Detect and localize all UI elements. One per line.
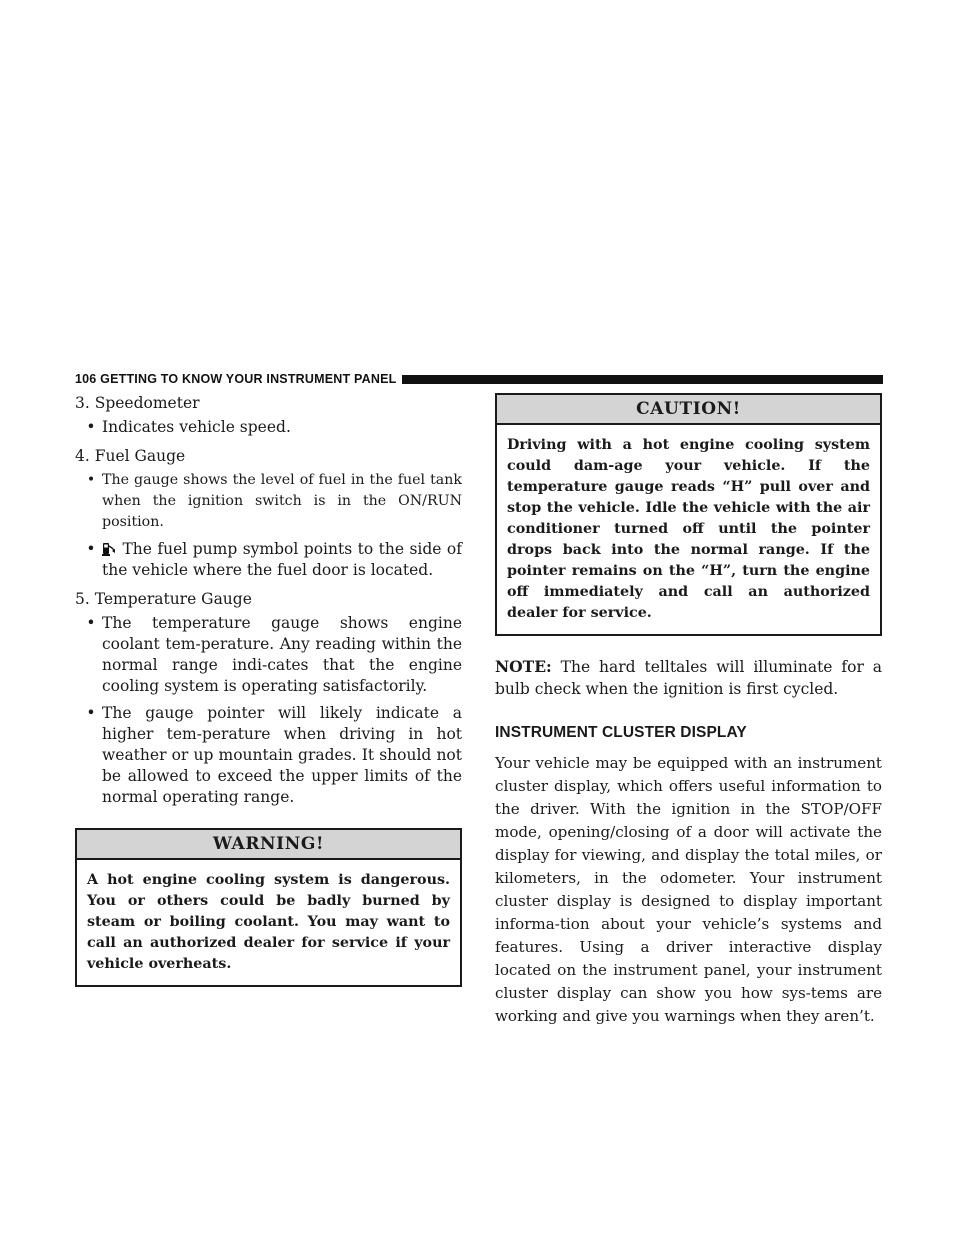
caution-text: Driving with a hot engine cooling system could dam-age your vehicle. If the temperature gauge reads “H” pull over and stop the vehicle. Idle the vehicle with the air conditioner turned off until the pointer drops back into the normal range. If the pointer remains on the “H”, turn the engine off immediately and call an authorized dealer for service.: [507, 437, 870, 621]
section-body: Your vehicle may be equipped with an instrument cluster display, which offers useful information to the driver. With the ignition in the STOP/OFF mode, opening/closing of a door will activate the display for viewing, and display the total miles, or kilometers, in the odometer. Your instrument cluster display is designed to display important informa-tion about your vehicle’s systems and features. Using a driver interactive display located on the instrument panel, your instrument cluster display can show you how sys-tems are working and give you warnings when they aren’t.: [495, 754, 882, 1025]
bullet-text: The fuel pump symbol points to the side of the vehicle where the fuel door is located.: [102, 540, 462, 579]
left-column: [75, 393, 462, 987]
bullet-icon: •: [86, 540, 96, 558]
bullet-text: The temperature gauge shows engine coolant tem-perature. Any reading within the normal range indi-cates that the engine cooling system is operating satisfactorily.: [102, 614, 462, 695]
section-heading: INSTRUMENT CLUSTER DISPLAY: [495, 724, 747, 741]
bullet-icon: •: [86, 418, 96, 436]
item-title: 5. Temperature Gauge: [75, 590, 252, 608]
note-label: NOTE:: [495, 657, 552, 676]
fuel-pump-icon: [102, 541, 115, 556]
bullet-item: [75, 539, 462, 581]
item-title: 3. Speedometer: [75, 394, 200, 412]
caution-box: [495, 393, 882, 636]
list-item-temperature-gauge: [75, 589, 462, 808]
bullet-item: [75, 417, 462, 438]
page-header-text: [75, 372, 396, 386]
bullet-text: Indicates vehicle speed.: [102, 418, 291, 436]
bullet-icon: •: [86, 704, 96, 722]
list-item-fuel-gauge: [75, 446, 462, 581]
bullet-item: [75, 703, 462, 808]
chapter-title: GETTING TO KNOW YOUR INSTRUMENT PANEL: [100, 372, 397, 386]
bullet-icon: •: [86, 614, 96, 632]
bullet-text: The gauge shows the level of fuel in the fuel tank when the ignition switch is in the ON/RUN position.: [102, 472, 462, 530]
note-paragraph: [495, 656, 882, 700]
bullet-item: [75, 613, 462, 697]
warning-text: A hot engine cooling system is dangerous. You or others could be badly burned by steam or boiling coolant. You may want to call an authorized dealer for service if your vehicle overheats.: [87, 872, 450, 972]
warning-box: [75, 828, 462, 987]
item-title: 4. Fuel Gauge: [75, 447, 186, 465]
bullet-text: The gauge pointer will likely indicate a higher tem-perature when driving in hot weather or up mountain grades. It should not be allowed to exceed the upper limits of the normal operating range.: [102, 704, 462, 806]
warning-title: WARNING!: [77, 830, 460, 860]
right-column: [495, 393, 882, 1028]
page-number: 106: [75, 372, 97, 386]
header-rule: [402, 375, 883, 384]
page-header: [75, 372, 883, 386]
bullet-item: [75, 470, 462, 533]
bullet-icon: •: [86, 472, 96, 488]
caution-title: CAUTION!: [497, 395, 880, 425]
list-item-speedometer: [75, 393, 462, 438]
note-text: The hard telltales will illuminate for a bulb check when the ignition is first cycled.: [495, 658, 882, 698]
